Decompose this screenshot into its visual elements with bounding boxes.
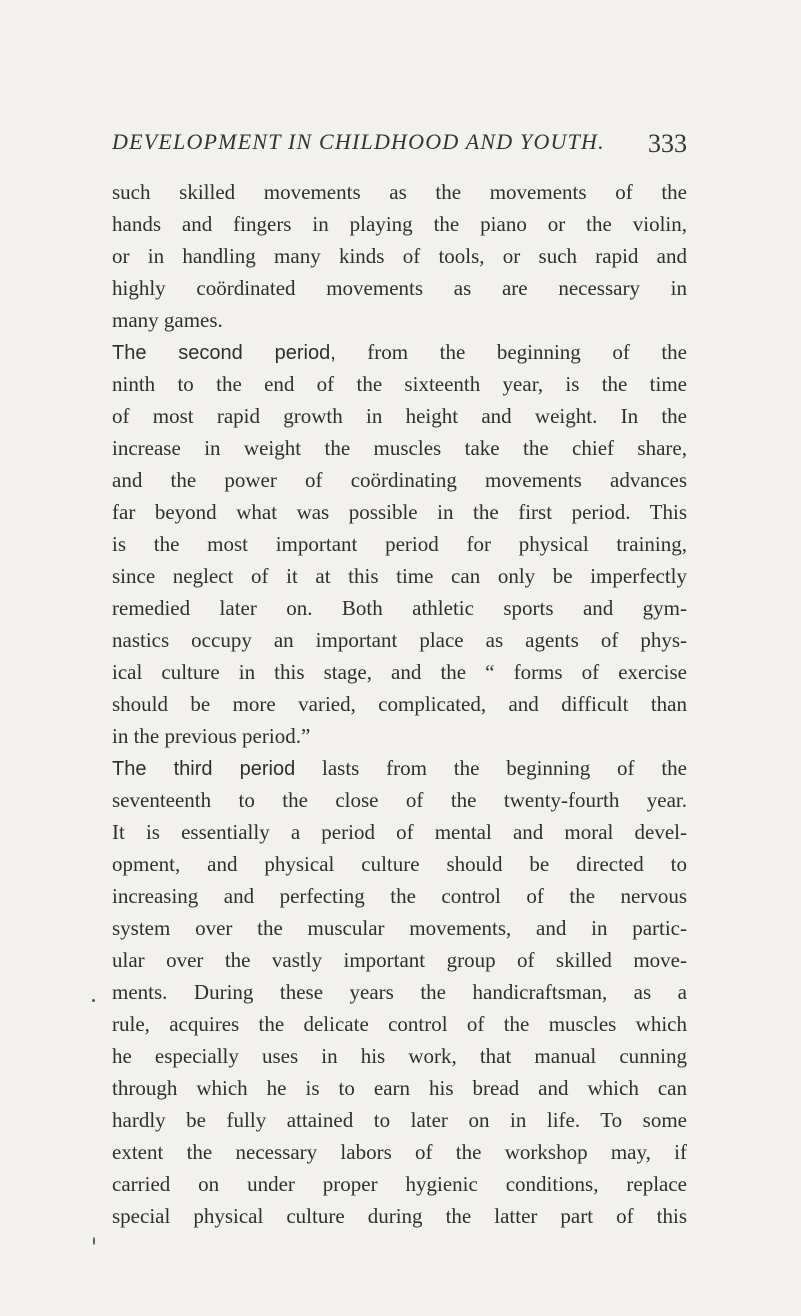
text-line: seventeenth to the close of the twenty-fourth year. <box>112 788 687 812</box>
running-head: DEVELOPMENT IN CHILDHOOD AND YOUTH. <box>112 129 605 154</box>
text-line: such skilled movements as the movements of the <box>112 180 687 204</box>
text-line: It is essentially a period of mental and moral devel- <box>112 820 687 844</box>
text-line: system over the muscular movements, and in partic- <box>112 916 687 940</box>
text-line: opment, and physical culture should be directed to <box>112 852 687 876</box>
run-in-heading: The third period <box>112 758 296 780</box>
paragraph-second-period-start <box>112 336 687 368</box>
text-line: remedied later on. Both athletic sports and gym- <box>112 596 687 620</box>
text-line: far beyond what was possible in the first period. This <box>112 500 687 524</box>
page-header <box>112 129 687 169</box>
text-line: from the beginning of the <box>367 340 687 364</box>
text-line: of most rapid growth in height and weight. In the <box>112 404 687 428</box>
text-line: special physical culture during the latter part of this <box>112 1204 687 1228</box>
text-line: increase in weight the muscles take the chief share, <box>112 436 687 460</box>
text-line: hands and fingers in playing the piano or the violin, <box>112 212 687 236</box>
text-line: increasing and perfecting the control of the nervous <box>112 884 687 908</box>
text-line: carried on under proper hygienic conditions, replace <box>112 1172 687 1196</box>
text-line: in the previous period.” <box>112 724 311 748</box>
text-line: since neglect of it at this time can only be imperfectly <box>112 564 687 588</box>
scan-speck <box>93 1237 95 1245</box>
text-line: hardly be fully attained to later on in life. To some <box>112 1108 687 1132</box>
text-line: is the most important period for physical training, <box>112 532 687 556</box>
text-line: ninth to the end of the sixteenth year, is the time <box>112 372 687 396</box>
run-in-heading: The second period, <box>112 342 336 364</box>
text-line: nastics occupy an important place as agents of phys- <box>112 628 687 652</box>
text-line: through which he is to earn his bread and which can <box>112 1076 687 1100</box>
scan-speck <box>92 999 95 1002</box>
text-line: or in handling many kinds of tools, or such rapid and <box>112 244 687 268</box>
text-line: and the power of coördinating movements advances <box>112 468 687 492</box>
text-line: highly coördinated movements as are necessary in <box>112 276 687 300</box>
text-line: should be more varied, complicated, and difficult than <box>112 692 687 716</box>
text-line: rule, acquires the delicate control of the muscles which <box>112 1012 687 1036</box>
page-number: 333 <box>648 129 687 158</box>
body-text <box>112 176 687 1232</box>
text-line: ular over the vastly important group of skilled move- <box>112 948 687 972</box>
paragraph-third-period-start <box>112 752 687 784</box>
text-line: he especially uses in his work, that manual cunning <box>112 1044 687 1068</box>
text-line: ments. During these years the handicraftsman, as a <box>112 980 687 1004</box>
text-line: extent the necessary labors of the workshop may, if <box>112 1140 687 1164</box>
text-line: lasts from the beginning of the <box>322 756 688 780</box>
text-line: many games. <box>112 308 223 332</box>
text-line: ical culture in this stage, and the “ forms of exercise <box>112 660 687 684</box>
